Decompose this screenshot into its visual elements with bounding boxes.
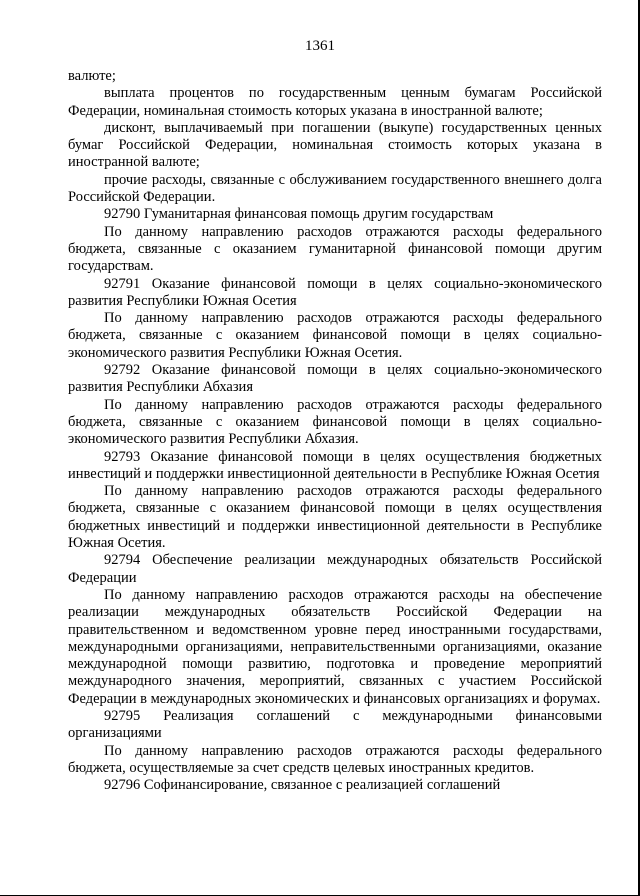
paragraph-body: прочие расходы, связанные с обслуживанием государственного внешнего долга Российской Федерации. <box>68 171 602 206</box>
paragraph-body: По данному направлению расходов отражаются расходы федерального бюджета, связанные с оказанием финансовой помощи в целях социально-экономического развития Республики Абхазия. <box>68 396 602 448</box>
paragraph-continuation: валюте; <box>68 68 116 84</box>
section-heading: 92796 Софинансирование, связанное с реализацией соглашений <box>104 777 501 794</box>
page-number: 1361 <box>305 38 335 54</box>
section-heading: 92795 Реализация соглашений с международными финансовыми организациями <box>68 707 602 742</box>
section-heading: 92792 Оказание финансовой помощи в целях социально-экономического развития Республики Абхазия <box>68 362 602 396</box>
paragraph-body: По данному направлению расходов отражаются расходы федерального бюджета, связанные с оказанием финансовой помощи в целях социально-экономического развития Республики Южная Осетия. <box>68 310 602 361</box>
paragraph-body: По данному направлению расходов отражаются расходы на обеспечение реализации международных обязательств Российской Федерации на правительственном и ведомственном уровне перед иностранными государствами, международными организациями, неправительственными организациями, оказание международной помощи развитию, подготовка и проведение мероприятий международного значения, мероприятий, связанных с участием Российской Федерации в международных экономических и финансовых организациях и форумах. <box>68 586 602 707</box>
document-body <box>68 68 602 794</box>
section-heading: 92790 Гуманитарная финансовая помощь другим государствам <box>104 206 494 223</box>
paragraph-body: По данному направлению расходов отражаются расходы федерального бюджета, связанные с оказанием финансовой помощи в целях осуществления бюджетных инвестиций и поддержки инвестиционной деятельности в Республике Южная Осетия. <box>68 483 602 552</box>
paragraph-body: выплата процентов по государственным ценным бумагам Российской Федерации, номинальная стоимость которых указана в иностранной валюте; <box>68 85 602 119</box>
paragraph-body: По данному направлению расходов отражаются расходы федерального бюджета, осуществляемые за счет средств целевых иностранных кредитов. <box>68 742 602 776</box>
section-heading: 92791 Оказание финансовой помощи в целях социально-экономического развития Республики Южная Осетия <box>68 275 602 309</box>
section-heading: 92793 Оказание финансовой помощи в целях осуществления бюджетных инвестиций и поддержки инвестиционной деятельности в Республике Южная Осетия <box>68 448 602 482</box>
paragraph-body: дисконт, выплачиваемый при погашении (выкупе) государственных ценных бумаг Российской Федерации, номинальная стоимость которых указана в иностранной валюте; <box>68 119 602 171</box>
paragraph-body: По данному направлению расходов отражаются расходы федерального бюджета, связанные с оказанием гуманитарной финансовой помощи другим государствам. <box>68 223 602 275</box>
section-heading: 92794 Обеспечение реализации международных обязательств Российской Федерации <box>68 552 602 586</box>
